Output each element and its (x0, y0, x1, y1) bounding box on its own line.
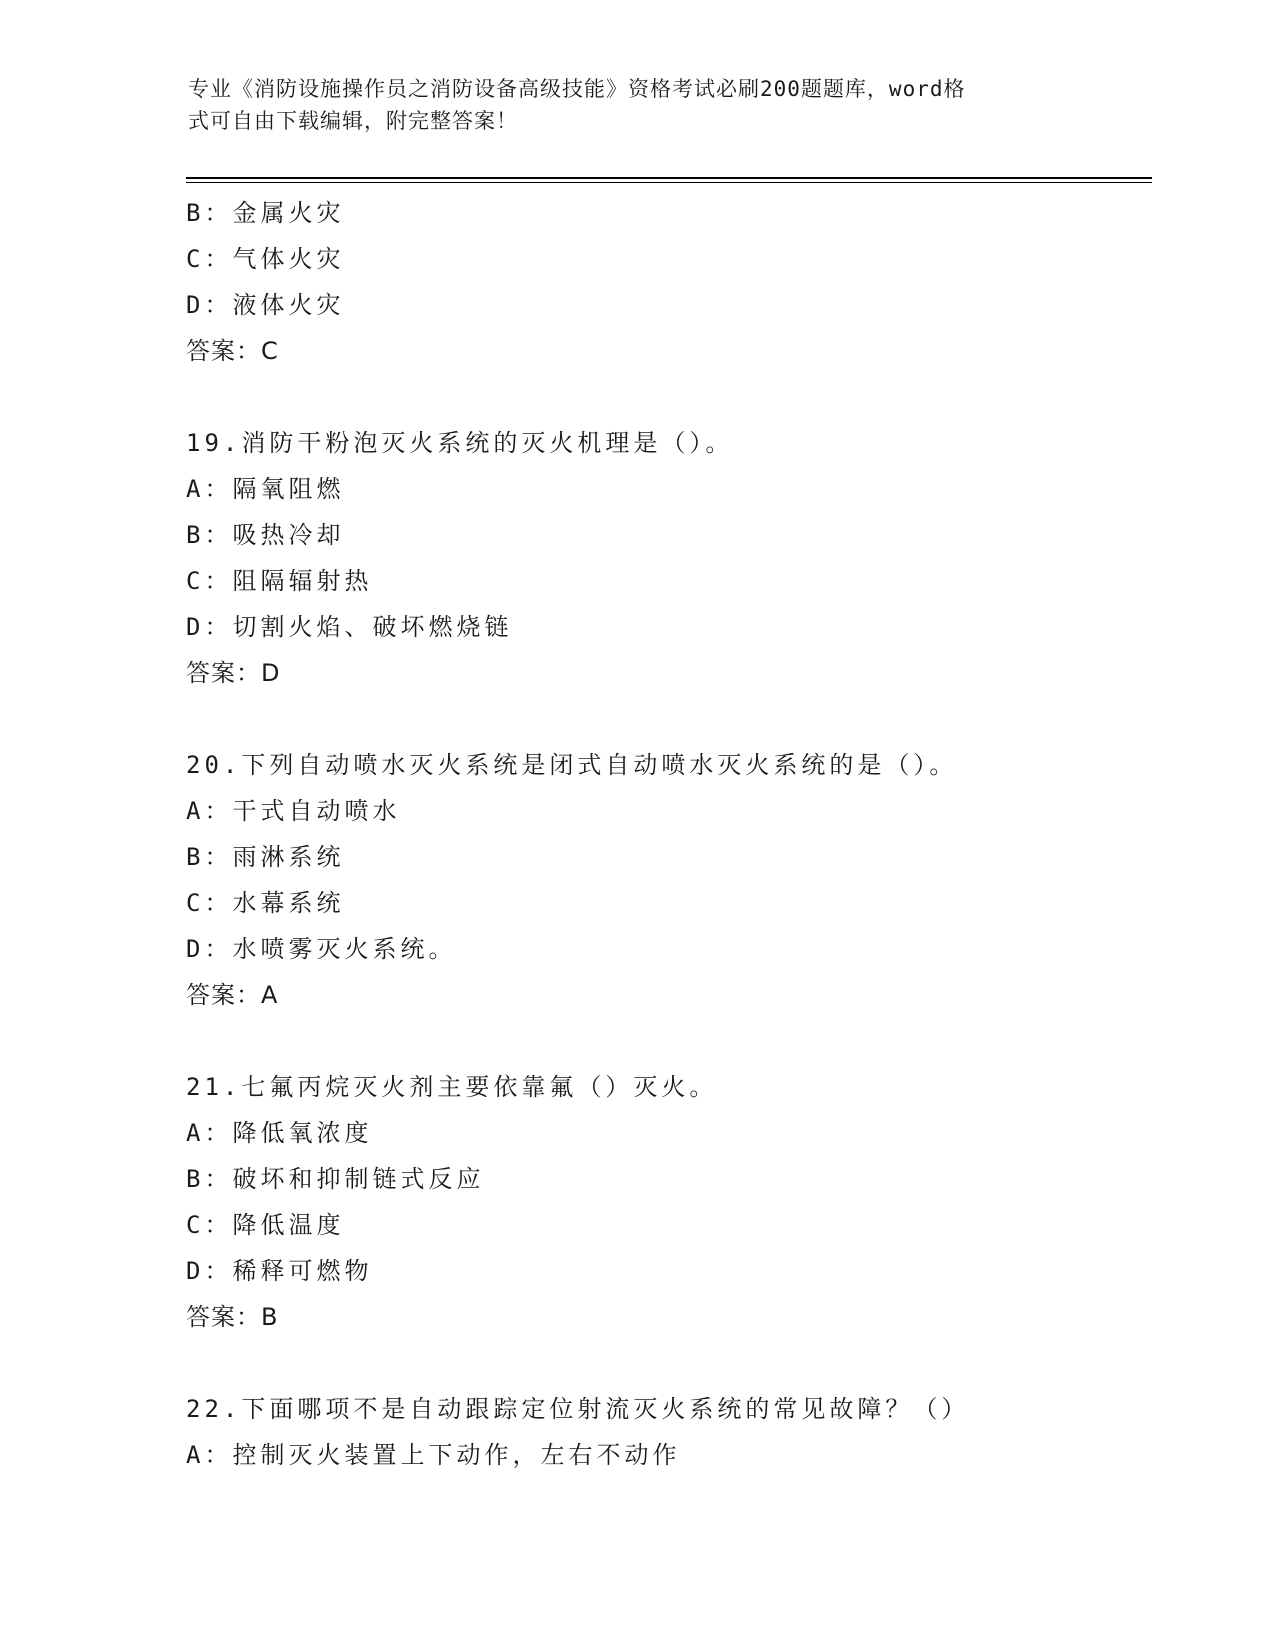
option-b: B：雨淋系统 (186, 843, 345, 871)
option-d: D：切割火焰、破坏燃烧链 (186, 613, 513, 641)
header-line-2: 式可自由下载编辑，附完整答案！ (188, 109, 518, 133)
answer: 答案：B (186, 1303, 279, 1331)
option-b: B：破坏和抑制链式反应 (186, 1165, 485, 1193)
option-a: A：降低氧浓度 (186, 1119, 373, 1147)
question-text: 19.消防干粉泡灭火系统的灭火机理是（）。 (186, 429, 734, 457)
header-line-1: 专业《消防设施操作员之消防设备高级技能》资格考试必刷200题题库，word格 (188, 77, 966, 101)
question-22 (186, 1386, 1152, 1478)
option-d: D：稀释可燃物 (186, 1257, 373, 1285)
option-b: B：金属火灾 (186, 199, 345, 227)
option-b: B：吸热冷却 (186, 521, 345, 549)
question-list (186, 190, 1152, 1478)
spacer (186, 1340, 1152, 1386)
answer: 答案：D (186, 659, 281, 687)
question-21 (186, 1064, 1152, 1340)
answer: 答案：C (186, 337, 279, 365)
header-rule-thick (186, 177, 1152, 179)
document-header (188, 73, 1068, 137)
option-c: C：阻隔辐射热 (186, 567, 373, 595)
header-rule-thin (186, 182, 1152, 183)
question-19 (186, 420, 1152, 696)
option-a: A：隔氧阻燃 (186, 475, 345, 503)
spacer (186, 374, 1152, 420)
question-text: 20.下列自动喷水灭火系统是闭式自动喷水灭火系统的是（）。 (186, 751, 958, 779)
option-c: C：降低温度 (186, 1211, 345, 1239)
option-d: D：液体火灾 (186, 291, 345, 319)
question-text: 21.七氟丙烷灭火剂主要依靠氟（）灭火。 (186, 1073, 718, 1101)
option-c: C：气体火灾 (186, 245, 345, 273)
option-d: D：水喷雾灭火系统。 (186, 935, 457, 963)
answer: 答案：A (186, 981, 279, 1009)
option-a: A：干式自动喷水 (186, 797, 401, 825)
spacer (186, 1018, 1152, 1064)
question-text: 22.下面哪项不是自动跟踪定位射流灭火系统的常见故障？（） (186, 1395, 970, 1423)
option-c: C：水幕系统 (186, 889, 345, 917)
question-20 (186, 742, 1152, 1018)
question-18 (186, 190, 1152, 374)
spacer (186, 696, 1152, 742)
option-a: A：控制灭火装置上下动作，左右不动作 (186, 1441, 681, 1469)
